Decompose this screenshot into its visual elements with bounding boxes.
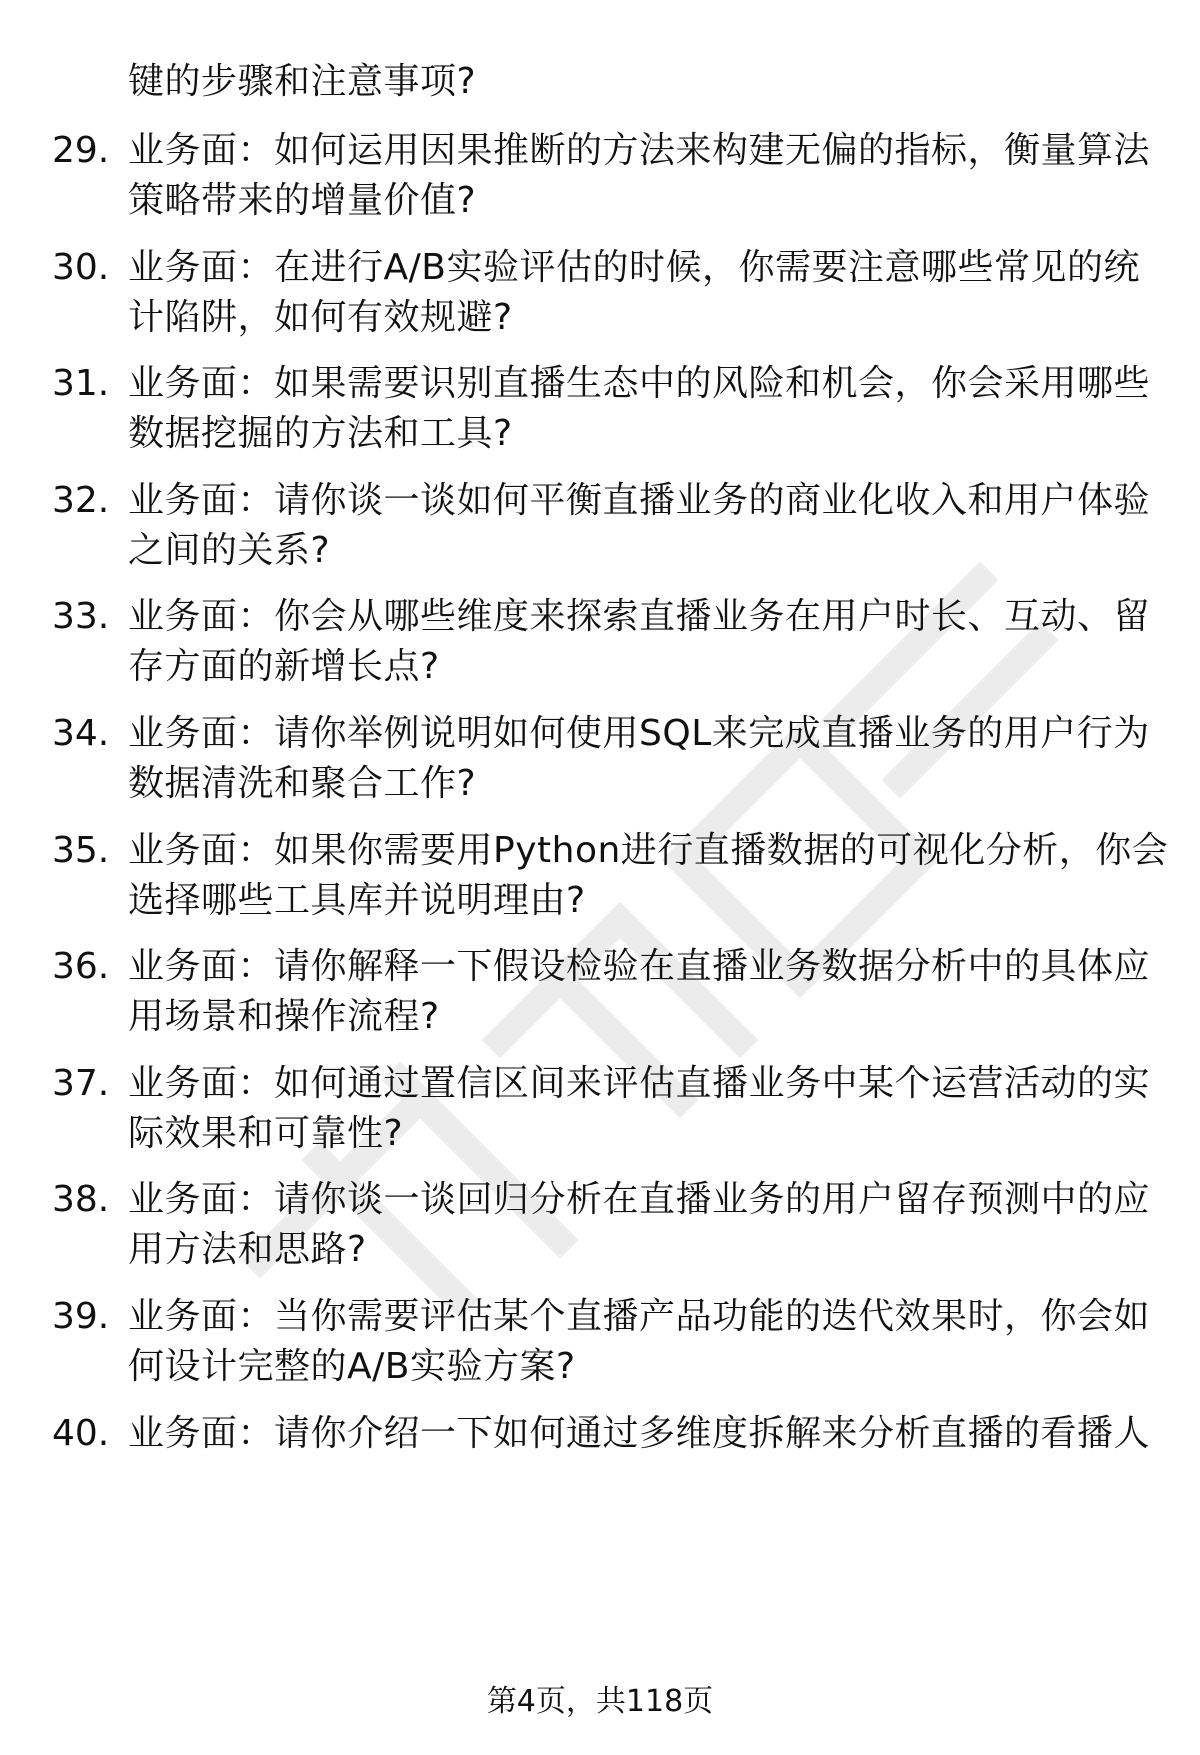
question-text-line-1: 业务面：如何运用因果推断的方法来构建无偏的指标，衡量算法	[128, 130, 1151, 171]
question-item	[0, 1060, 1200, 1170]
question-text-line-1: 业务面：如何通过置信区间来评估直播业务中某个运营活动的实	[128, 1063, 1151, 1104]
question-text-line-2: 计陷阱，如何有效规避?	[128, 297, 513, 338]
question-text-line-1: 业务面：请你谈一谈回归分析在直播业务的用户留存预测中的应	[128, 1179, 1151, 1220]
question-item	[0, 593, 1200, 703]
question-text-line-1: 业务面：请你介绍一下如何通过多维度拆解来分析直播的看播人	[128, 1413, 1151, 1454]
question-item	[0, 827, 1200, 937]
question-text-line-2: 用方法和思路?	[128, 1229, 367, 1270]
question-text-line-2: 数据挖掘的方法和工具?	[128, 413, 513, 454]
question-text-line-1: 业务面：当你需要评估某个直播产品功能的迭代效果时，你会如	[128, 1296, 1151, 1337]
question-item	[0, 710, 1200, 820]
question-text-line-2: 用场景和操作流程?	[128, 996, 440, 1037]
question-number: 31.	[52, 363, 110, 404]
question-text-line-2: 何设计完整的A/B实验方案?	[128, 1346, 576, 1387]
question-number: 36.	[52, 946, 110, 987]
question-item	[0, 360, 1200, 470]
question-text-line-2: 际效果和可靠性?	[128, 1113, 404, 1154]
question-number: 39.	[52, 1296, 110, 1337]
question-number: 32.	[52, 480, 110, 521]
question-number: 30.	[52, 247, 110, 288]
question-text-line-1: 业务面：请你谈一谈如何平衡直播业务的商业化收入和用户体验	[128, 480, 1151, 521]
question-text-line-1: 业务面：在进行A/B实验评估的时候，你需要注意哪些常见的统	[128, 247, 1140, 288]
question-text-line-2: 数据清洗和聚合工作?	[128, 763, 477, 804]
question-text-line-1: 业务面：如果你需要用Python进行直播数据的可视化分析，你会	[128, 830, 1169, 871]
question-text-line-2: 策略带来的增量价值?	[128, 180, 477, 221]
question-text-line-1: 业务面：请你解释一下假设检验在直播业务数据分析中的具体应	[128, 946, 1151, 987]
question-number: 35.	[52, 830, 110, 871]
question-item	[0, 1176, 1200, 1286]
question-number: 34.	[52, 713, 110, 754]
question-item	[0, 943, 1200, 1053]
page-footer: 第4页，共118页	[486, 1684, 714, 1719]
question-text-line-2: 存方面的新增长点?	[128, 646, 440, 687]
continuation-text: 键的步骤和注意事项?	[128, 61, 477, 102]
question-text-line-2: 选择哪些工具库并说明理由?	[128, 880, 586, 921]
question-text-line-1: 业务面：你会从哪些维度来探索直播业务在用户时长、互动、留	[128, 596, 1151, 637]
question-item	[0, 477, 1200, 587]
question-item	[0, 127, 1200, 237]
question-number: 38.	[52, 1179, 110, 1220]
question-text-line-2: 之间的关系?	[128, 530, 331, 571]
question-text-line-1: 业务面：请你举例说明如何使用SQL来完成直播业务的用户行为	[128, 713, 1150, 754]
question-number: 33.	[52, 596, 110, 637]
question-number: 37.	[52, 1063, 110, 1104]
question-item	[0, 1410, 1200, 1520]
question-text-line-1: 业务面：如果需要识别直播生态中的风险和机会，你会采用哪些	[128, 363, 1151, 404]
question-number: 40.	[52, 1413, 110, 1454]
question-item	[0, 244, 1200, 354]
question-item	[0, 1293, 1200, 1403]
question-number: 29.	[52, 130, 110, 171]
